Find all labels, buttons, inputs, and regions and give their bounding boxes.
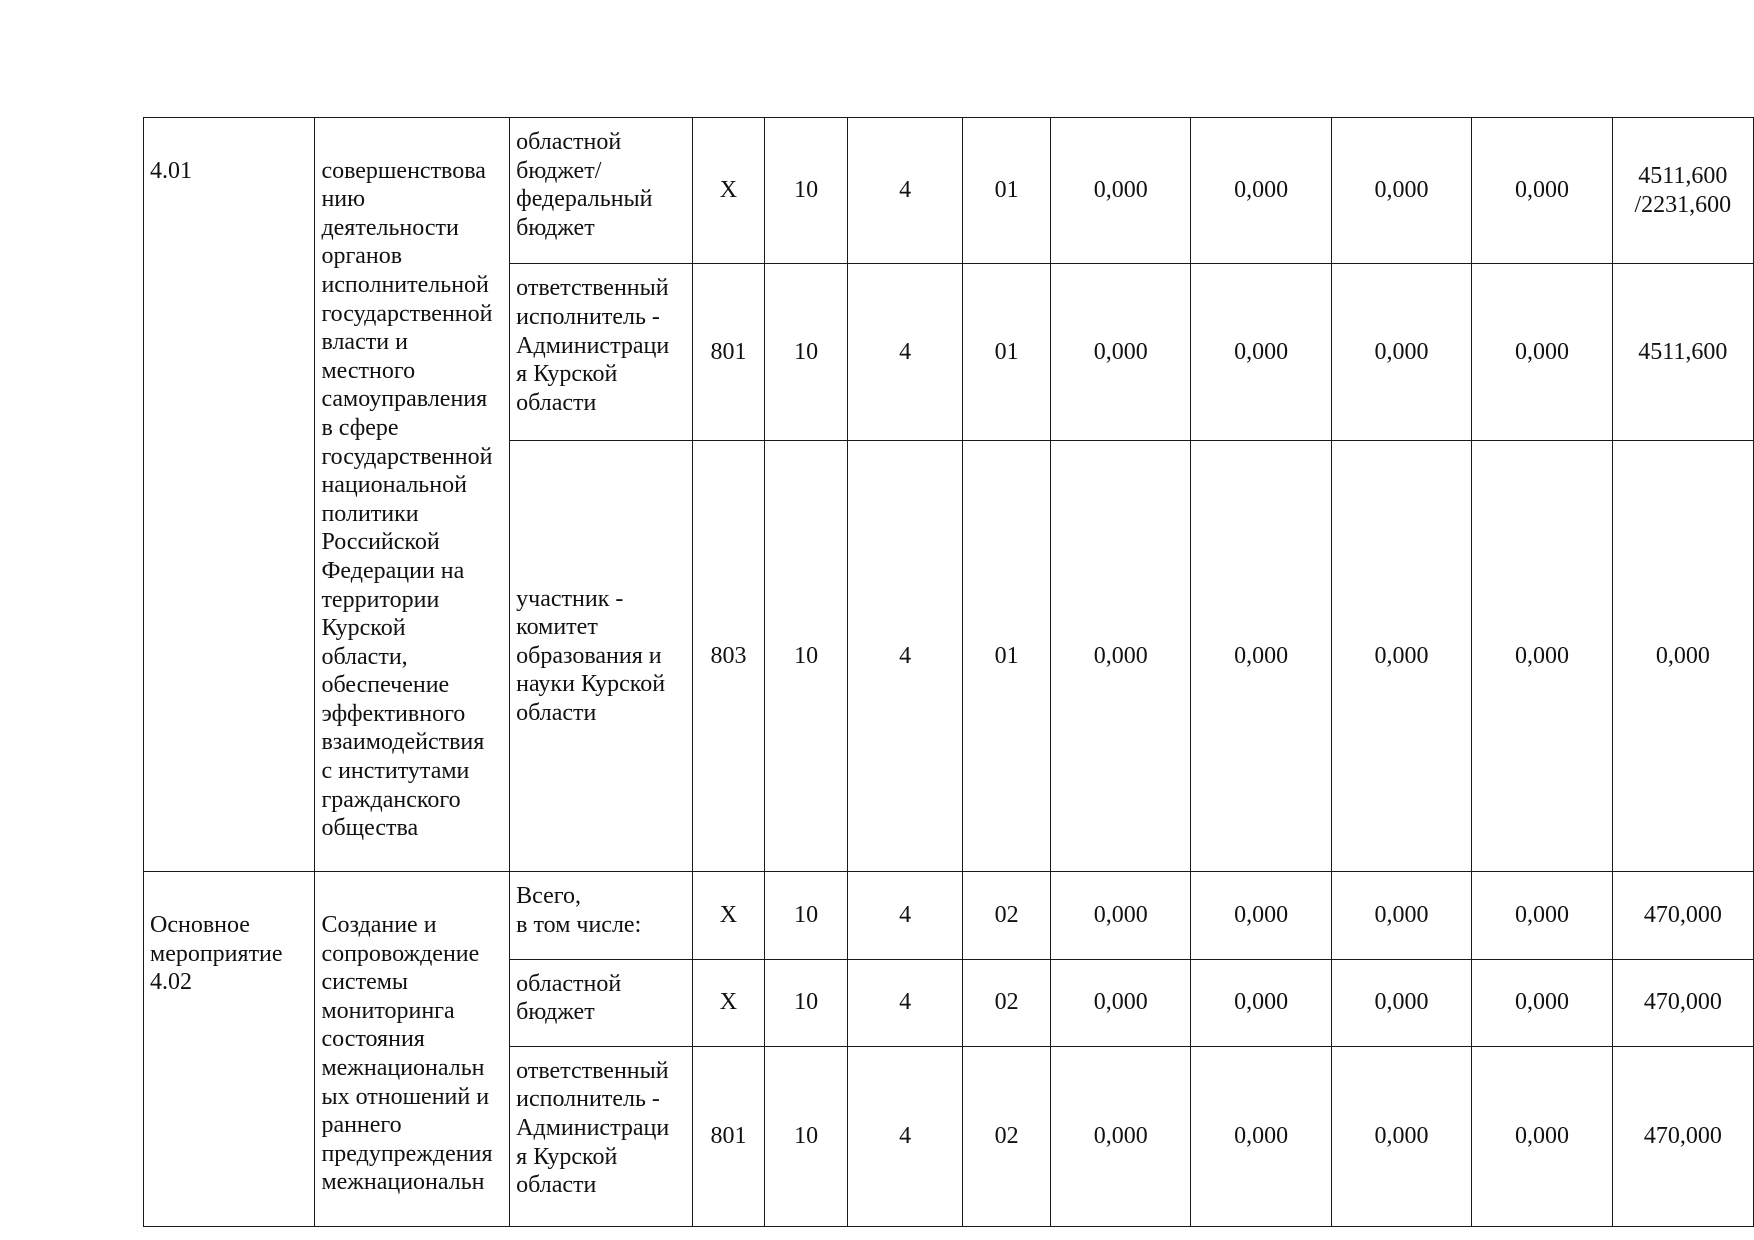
cs-cell: 02 [963,1046,1051,1226]
value-cell: 0,000 [1331,1046,1471,1226]
funding-source-cell [510,440,693,872]
rz-cell: 10 [765,440,848,872]
value-cell: 0,000 [1472,264,1612,440]
value-cell: 4511,600 /2231,600 [1612,118,1753,264]
value-cell: 0,000 [1612,440,1753,872]
rz-cell: 10 [765,1046,848,1226]
table-row [144,118,1754,264]
cs-cell: 01 [963,118,1051,264]
pr-cell: 4 [848,264,963,440]
funding-source: ответственный исполнитель - Администраци я Курской области [516,1057,670,1199]
value-cell: 0,000 [1191,440,1331,872]
value-cell: 0,000 [1051,264,1191,440]
rz-cell: 10 [765,872,848,959]
cs-cell: 01 [963,440,1051,872]
measure-name: совершенствова нию деятельности органов исполнительной государственной власти и местного самоуправления в сфере государственной национальной политики Российской Федерации на территории Курской области, обеспечение эффективного взаимодействия с институтами гражданского общества [321,157,493,842]
funding-source-cell [510,1046,693,1226]
rz-cell: 10 [765,959,848,1046]
funding-source: участник - комитет образования и науки Курской области [516,585,666,726]
table-body [144,118,1754,1227]
value-cell: 0,000 [1472,872,1612,959]
funding-source: областной бюджет/ федеральный бюджет [516,129,653,241]
pr-cell: 4 [848,118,963,264]
value-cell: 470,000 [1612,1046,1753,1226]
value-cell: 0,000 [1331,872,1471,959]
measure-code-cell [144,872,315,1226]
value-cell: 0,000 [1051,959,1191,1046]
value-cell: 0,000 [1472,440,1612,872]
funding-source-cell [510,264,693,440]
grbs-cell: 801 [692,1046,764,1226]
funding-source: Всего, в том числе: [516,883,642,939]
value-cell: 4511,600 [1612,264,1753,440]
value-cell: 470,000 [1612,872,1753,959]
value-cell: 0,000 [1472,118,1612,264]
value-cell: 0,000 [1051,118,1191,264]
value-cell: 0,000 [1051,1046,1191,1226]
value-cell: 0,000 [1331,118,1471,264]
value-cell: 0,000 [1051,872,1191,959]
funding-source-cell [510,959,693,1046]
cs-cell: 01 [963,264,1051,440]
value-cell: 0,000 [1191,959,1331,1046]
funding-source: областной бюджет [516,970,622,1026]
grbs-cell: Х [692,959,764,1046]
table-row [144,872,1754,959]
grbs-cell: 803 [692,440,764,872]
measure-code: 4.01 [150,157,192,184]
pr-cell: 4 [848,872,963,959]
grbs-cell: Х [692,118,764,264]
funding-source-cell [510,872,693,959]
funding-source-cell [510,118,693,264]
rz-cell: 10 [765,264,848,440]
cs-cell: 02 [963,872,1051,959]
cs-cell: 02 [963,959,1051,1046]
pr-cell: 4 [848,1046,963,1226]
value-cell: 0,000 [1472,959,1612,1046]
value-cell: 0,000 [1331,440,1471,872]
value-cell: 0,000 [1331,264,1471,440]
value-cell: 0,000 [1331,959,1471,1046]
grbs-cell: 801 [692,264,764,440]
value-cell: 0,000 [1191,1046,1331,1226]
measure-name: Создание и сопровождение системы мониторинга состояния межнациональн ых отношений и раннего предупреждения межнациональн [321,912,493,1196]
grbs-cell: Х [692,872,764,959]
pr-cell: 4 [848,959,963,1046]
measure-name-cell [315,118,510,872]
funding-source: ответственный исполнитель - Администраци я Курской области [516,275,670,416]
measure-code: Основное мероприятие 4.02 [150,912,283,996]
funding-table [143,117,1754,1227]
value-cell: 0,000 [1472,1046,1612,1226]
pr-cell: 4 [848,440,963,872]
value-cell: 0,000 [1191,264,1331,440]
value-cell: 0,000 [1191,872,1331,959]
measure-name-cell [315,872,510,1226]
value-cell: 0,000 [1191,118,1331,264]
measure-code-cell [144,118,315,872]
value-cell: 470,000 [1612,959,1753,1046]
rz-cell: 10 [765,118,848,264]
value-cell: 0,000 [1051,440,1191,872]
